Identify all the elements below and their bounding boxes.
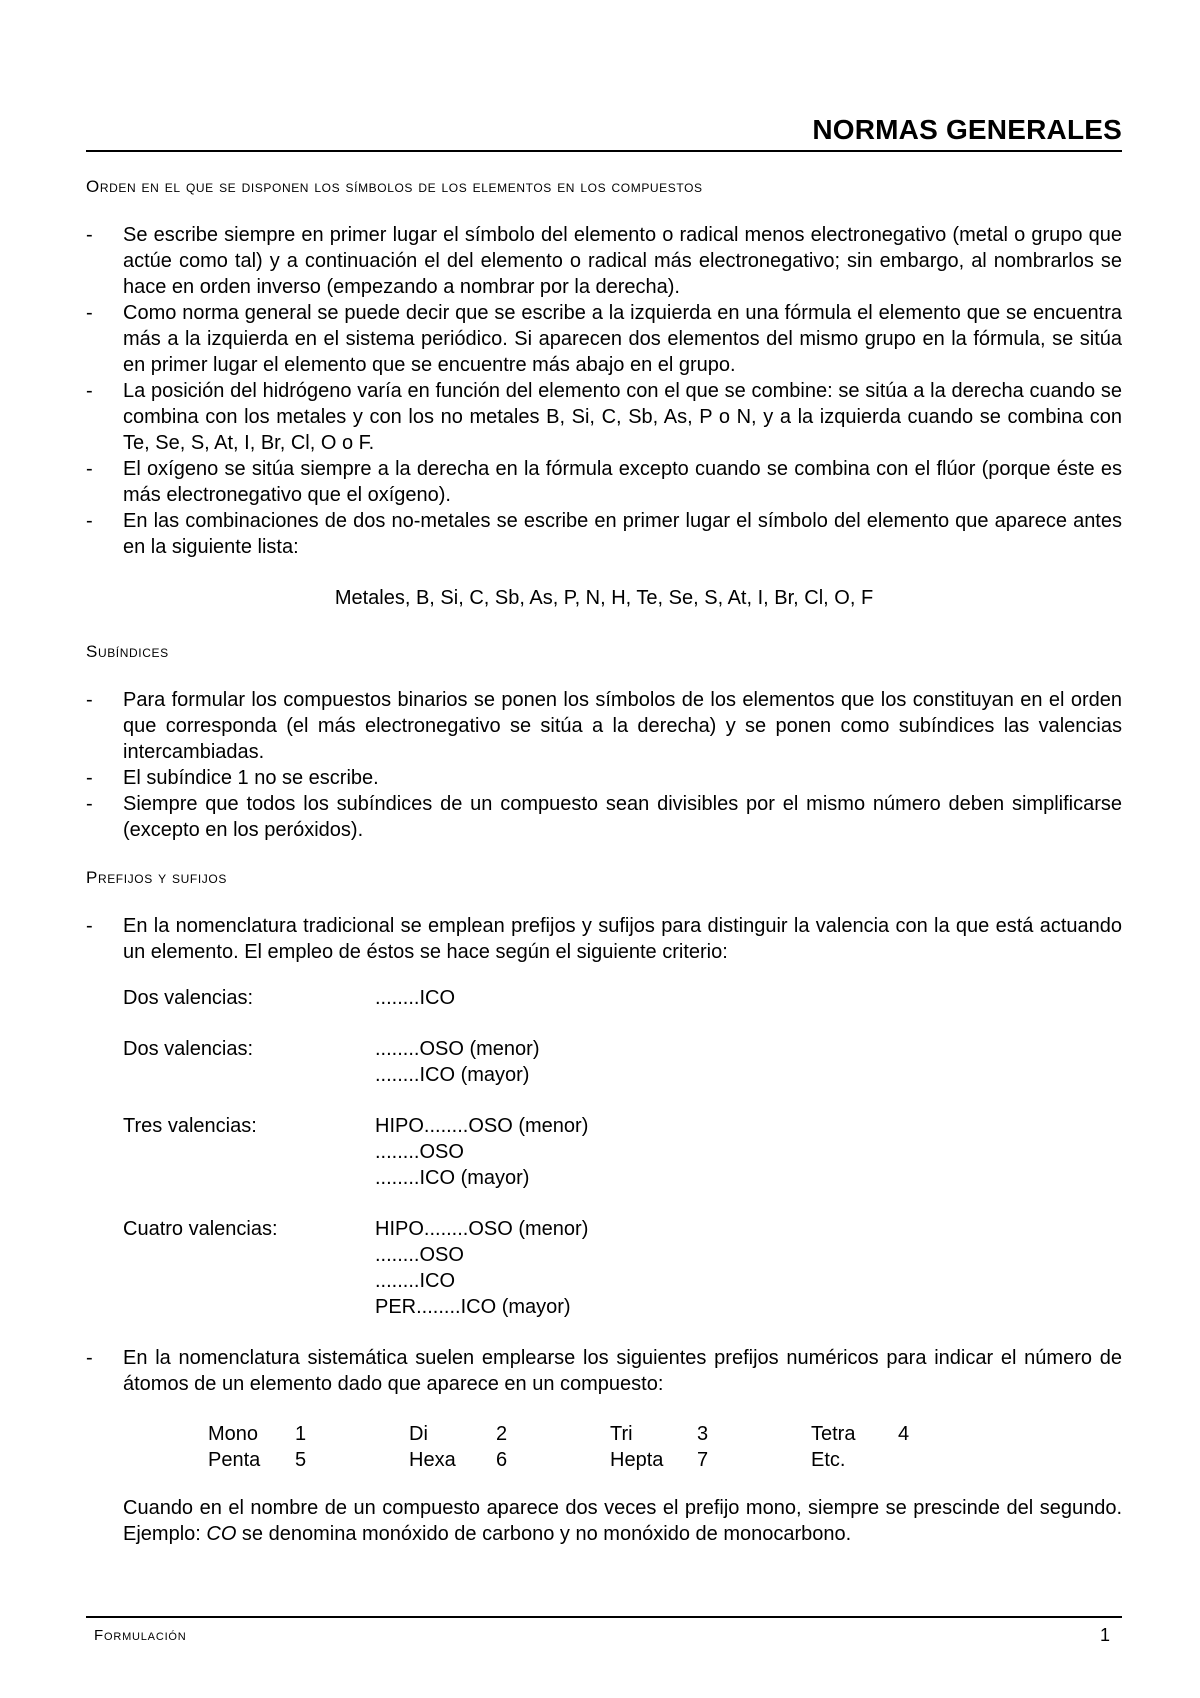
- prefix-number: 4: [898, 1423, 910, 1445]
- valencia-form: HIPO........OSO (menor): [375, 1115, 589, 1137]
- prefix-name: Hepta: [610, 1449, 664, 1471]
- valencia-label: Dos valencias:: [123, 987, 254, 1009]
- table-row: [208, 1447, 1012, 1473]
- prefix-name: Hexa: [409, 1449, 456, 1471]
- list-item: - En las combinaciones de dos no-metales se escribe en primer lugar el símbolo del elemento que aparece antes en la siguiente lista:: [86, 508, 1122, 560]
- table-row: [208, 1421, 1012, 1447]
- valencia-form: ........ICO (mayor): [375, 1167, 530, 1189]
- document-header: [86, 112, 1122, 152]
- note-text: Cuando en el nombre de un compuesto aparece dos veces el prefijo mono, siempre se prescinde del segundo. Ejemplo:: [123, 1497, 1122, 1545]
- prefijos-list-2: [86, 1345, 1122, 1397]
- list-item: - Para formular los compuestos binarios se ponen los símbolos de los elementos que los constituyan en el orden que corresponda (el más electronegativo se sitúa a la derecha) y se ponen como subíndices las valencias intercambiadas.: [86, 687, 1122, 765]
- valencia-label: Tres valencias:: [123, 1115, 257, 1137]
- prefix-number: [898, 1447, 1012, 1473]
- prefix-name: Mono: [208, 1423, 259, 1445]
- list-item: - El subíndice 1 no se escribe.: [86, 765, 1122, 791]
- section-title-subindices: Subíndices: [86, 642, 169, 661]
- prefix-number: 3: [697, 1423, 709, 1445]
- list-item: - En la nomenclatura sistemática suelen emplearse los siguientes prefijos numéricos para indicar el número de átomos de un elemento dado que aparece en un compuesto:: [86, 1345, 1122, 1397]
- valencia-label: Dos valencias:: [123, 1038, 254, 1060]
- mono-prefix-note: [123, 1495, 1122, 1547]
- valencia-group: [123, 1216, 1122, 1320]
- valencia-form: ........OSO (menor): [375, 1038, 540, 1060]
- prefix-number: 5: [295, 1449, 307, 1471]
- valencia-group: [123, 985, 1122, 1011]
- electronegativity-order-list: Metales, B, Si, C, Sb, As, P, N, H, Te, Se, S, At, I, Br, Cl, O, F: [334, 587, 874, 609]
- list-item: - El oxígeno se sitúa siempre a la derecha en la fórmula excepto cuando se combina con el flúor (porque éste es más electronegativo que el oxígeno).: [86, 456, 1122, 508]
- prefix-name: Tetra: [811, 1423, 856, 1445]
- document-content: [86, 176, 1122, 1547]
- prefix-name: Etc.: [811, 1449, 846, 1471]
- list-item: - Siempre que todos los subíndices de un compuesto sean divisibles por el mismo número deben simplificarse (excepto en los peróxidos).: [86, 791, 1122, 843]
- valencia-form: ........OSO: [375, 1244, 464, 1266]
- valencias-table: [123, 985, 1122, 1320]
- prefix-number: 6: [496, 1449, 508, 1471]
- footer-title: Formulación: [94, 1627, 187, 1644]
- document-footer: [86, 1616, 1122, 1645]
- prefix-name: Penta: [208, 1449, 261, 1471]
- valencia-group: [123, 1113, 1122, 1191]
- section-title-orden: Orden en el que se disponen los símbolos de los elementos en los compuestos: [86, 177, 703, 196]
- valencia-form: PER........ICO (mayor): [375, 1296, 571, 1318]
- list-item: - Se escribe siempre en primer lugar el símbolo del elemento o radical menos electronegativo (metal o grupo que actúe como tal) y a continuación el del elemento o radical más electronegativo; sin embargo, al nombrarlos se hace en orden inverso (empezando a nombrar por la derecha).: [86, 222, 1122, 300]
- prefix-name: Di: [409, 1423, 428, 1445]
- prefijos-list-1: [86, 913, 1122, 965]
- list-item: - Como norma general se puede decir que se escribe a la izquierda en una fórmula el elemento que se encuentra más a la izquierda en el sistema periódico. Si aparecen dos elementos del mismo grupo en la fórmula, se sitúa en primer lugar el elemento que se encuentre más abajo en el grupo.: [86, 300, 1122, 378]
- orden-list: [86, 222, 1122, 560]
- note-formula: CO: [206, 1523, 237, 1545]
- subindices-list: [86, 687, 1122, 843]
- valencia-label: Cuatro valencias:: [123, 1218, 278, 1240]
- prefix-number: 7: [697, 1449, 709, 1471]
- prefix-number: 1: [295, 1423, 307, 1445]
- list-item: - La posición del hidrógeno varía en función del elemento con el que se combine: se sitúa a la derecha cuando se combina con los metales y con los no metales B, Si, C, Sb, As, P o N, y a la izquierda cuando se combina con Te, Se, S, At, I, Br, Cl, O o F.: [86, 378, 1122, 456]
- page-number: 1: [1099, 1625, 1110, 1645]
- numeric-prefix-table: [208, 1421, 1012, 1473]
- valencia-form: HIPO........OSO (menor): [375, 1218, 589, 1240]
- page-title: NORMAS GENERALES: [812, 114, 1122, 145]
- valencia-group: [123, 1036, 1122, 1088]
- prefix-name: Tri: [610, 1423, 633, 1445]
- valencia-form: ........OSO: [375, 1141, 464, 1163]
- valencia-form: ........ICO (mayor): [375, 1064, 530, 1086]
- list-item: - En la nomenclatura tradicional se emplean prefijos y sufijos para distinguir la valencia con la que está actuando un elemento. El empleo de éstos se hace según el siguiente criterio:: [86, 913, 1122, 965]
- document-page: [86, 0, 1122, 1698]
- note-text: se denomina monóxido de carbono y no monóxido de monocarbono.: [236, 1523, 852, 1545]
- valencia-form: ........ICO: [375, 987, 456, 1009]
- prefix-number: 2: [496, 1423, 508, 1445]
- valencia-form: ........ICO: [375, 1270, 456, 1292]
- section-title-prefijos: Prefijos y sufijos: [86, 868, 227, 887]
